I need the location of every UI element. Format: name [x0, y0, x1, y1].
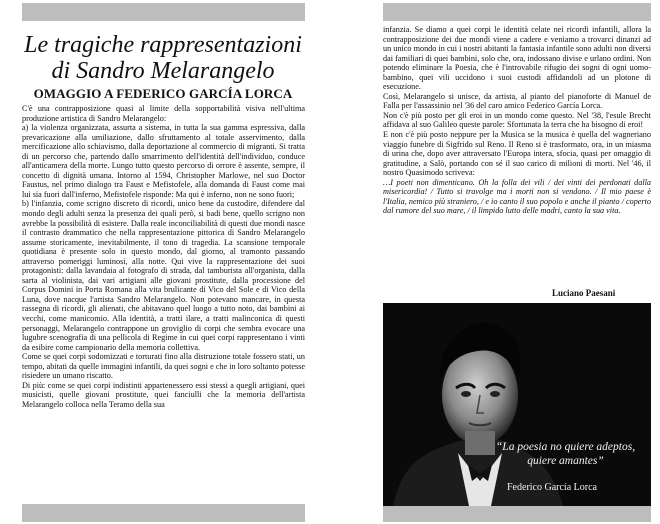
right-column — [383, 25, 651, 285]
top-bar-left — [22, 3, 305, 21]
left-column — [22, 104, 305, 500]
paragraph-falla: Così, Melarangelo si unisce, da artista, al pianto del pianoforte di Manuel de Falla per l'assassinio nel '36 del caro amico Federico García Lorca. — [383, 91, 651, 111]
top-bar-right — [383, 3, 651, 21]
paragraph-intro: C'è una contrapposizione quasi al limite della sopportabilità visiva nell'ultima produzione artistica di Sandro Melarangelo: — [22, 104, 305, 123]
title-line-1: Le tragiche rappresentazioni — [24, 32, 302, 58]
paragraph-brecht: Non c'è più posto per gli eroi in un mondo come questo. Nel '38, l'esule Brecht affidava al suo Galileo queste parole: Sfortunata la terra che ha bisogno di eroi! — [383, 110, 651, 130]
bottom-bar-left — [22, 504, 305, 522]
paragraph-infancy: infanzia. Se diamo a quei corpi le identità celate nei ricordi infantili, allora la contrapposizione dei due mondi viene a cadere e veniamo a trovarci dinanzi ad un unico mondo in cui i nostri abitanti la fantasia infantile sono adulti non diversi dai familiari di quei bambini, solo che, ora, indossano divise e urlano ordini. Non potendo eliminare la Poesia, che è l'introvabile rifugio dei sogni di ogni uomo-bambino, quei vili uccidono i suoi custodi affidandoli ad un plotone di esecuzione. — [383, 25, 651, 92]
paragraph-a: a) la violenza organizzata, assurta a sistema, in tutta la sua gamma espressiva, dalla prevaricazione alla umiliazione, dallo sfruttamento al totale asservimento, dalla mercificazione allo schiavismo, dalla deportazione al commercio di migranti. Si tratta di un percorso che, partendo dallo smarrimento dell'identità dell'individuo, conduce all'anticamera della morte. Lungo tutto questo percorso di orrore è assente, sempre, il concetto di dignità umana. Intorno al 1594, Christopher Marlowe, nel suo Doctor Faustus, nel primo dialogo tra Faust e Mefistofele, alla domanda di Faust come mai lui sia fuori dall'inferno, Mefistofele risponde: Ma qui è inferno, non ne sono fuori; — [22, 123, 305, 199]
bottom-bar-right — [383, 504, 651, 522]
title-line-2: di Sandro Melarangelo — [51, 58, 275, 84]
lorca-photo — [383, 303, 651, 506]
lorca-quote — [483, 440, 648, 468]
article-title — [22, 32, 304, 84]
photo-caption: Federico García Lorca — [507, 482, 597, 493]
paragraph-bodies: Come se quei corpi sodomizzati e torturati fino alla distruzione totale fossero stati, un tempo, abitati da quelle immagini infantili, da quei sogni e che in loro soltanto potesse risiedere un umano riscatto. — [22, 352, 305, 381]
portrait-illustration — [383, 303, 651, 506]
quasimodo-quote: …I poeti non dimenticano. Oh la folla dei vili / dei vinti dei perdonati dalla misericordia! / Tutto si travolge ma i morti non si vendono. / Il mio paese è l'Italia, nemico più straniero, / e io canto il suo popolo e anche il pianto / coperto dal rumore del suo mare, / il limpido lutto delle madri, canto la sua vita. — [383, 177, 651, 216]
article-subtitle: OMAGGIO A FEDERICO GARCÍA LORCA — [33, 86, 293, 101]
author-signature: Luciano Paesani — [552, 288, 616, 298]
quote-line-2: quiere amantes” — [527, 455, 604, 467]
paragraph-music: E non c'è più posto neppure per la Musica se la musica è quella del wagneriano viaggio funebre di Sigfrido sul Reno. Il Reno si è trasformato, ora, in un miasma di urina che, dopo aver attraversato l'Europa intera, sfocia, quasi per omaggio di gratitudine, a Salò, portando con sé il suo carico di milioni di morti. Nel '46, il nostro Quasimodo scriveva: — [383, 130, 651, 178]
quote-line-1: “La poesia no quiere adeptos, — [495, 441, 636, 453]
paragraph-more: Di più: come se quei corpi indistinti appartenessero essi stessi a quegli artigiani, quei musicisti, quelle giovani prostitute, quei fanciulli che la memoria dell'artista Melarangelo colloca nella Teramo della sua — [22, 380, 305, 409]
paragraph-b: b) l'infanzia, come scrigno discreto di ricordi, unico bene da custodire, difendere dal mondo degli adulti senza la presenza dei quali però, si badi bene, quello scrigno non avrebbe la possibilità di esistere. Dalla reale inconciliabilità di questi due mondi nasce il contrasto drammatico che nella rappresentazione pittorica di Sandro Melarangelo assume storicamente, inevitabilmente, il tono di tragedia. La scansione temporale quotidiana è presente solo in questo mondo, dal giorno, al tramonto passando attraverso pomeriggi luminosi, alla notte. Qui vive la rappresentazione dei suoi protagonisti: dalla lavandaia al fotografo di strada, dal tamburista all'organista, dalla sarta al violinista, dai vari artigiani alle giovani prostitute, dalla processione del Corpus Domini in Porta Romana alla vita brulicante di Vico del Sole e di Vico della Luna, dove nacque l'artista Sandro Melarangelo. Non potevano mancare, in questa rassegna di ricordi, gli alienati, che abitavano quel luogo a tutto noto, dai bambini ai vecchi, come manicomio. Alla identità, a tratti ilare, a tratti malinconica di questi personaggi, Melarangelo contrappone un groviglio di corpi che sembra evocare una lugubre scenografia di una pellicola di Regime in cui quei corpi rappresentano i vinti da esibire come campionario della memoria collettiva. — [22, 199, 305, 352]
